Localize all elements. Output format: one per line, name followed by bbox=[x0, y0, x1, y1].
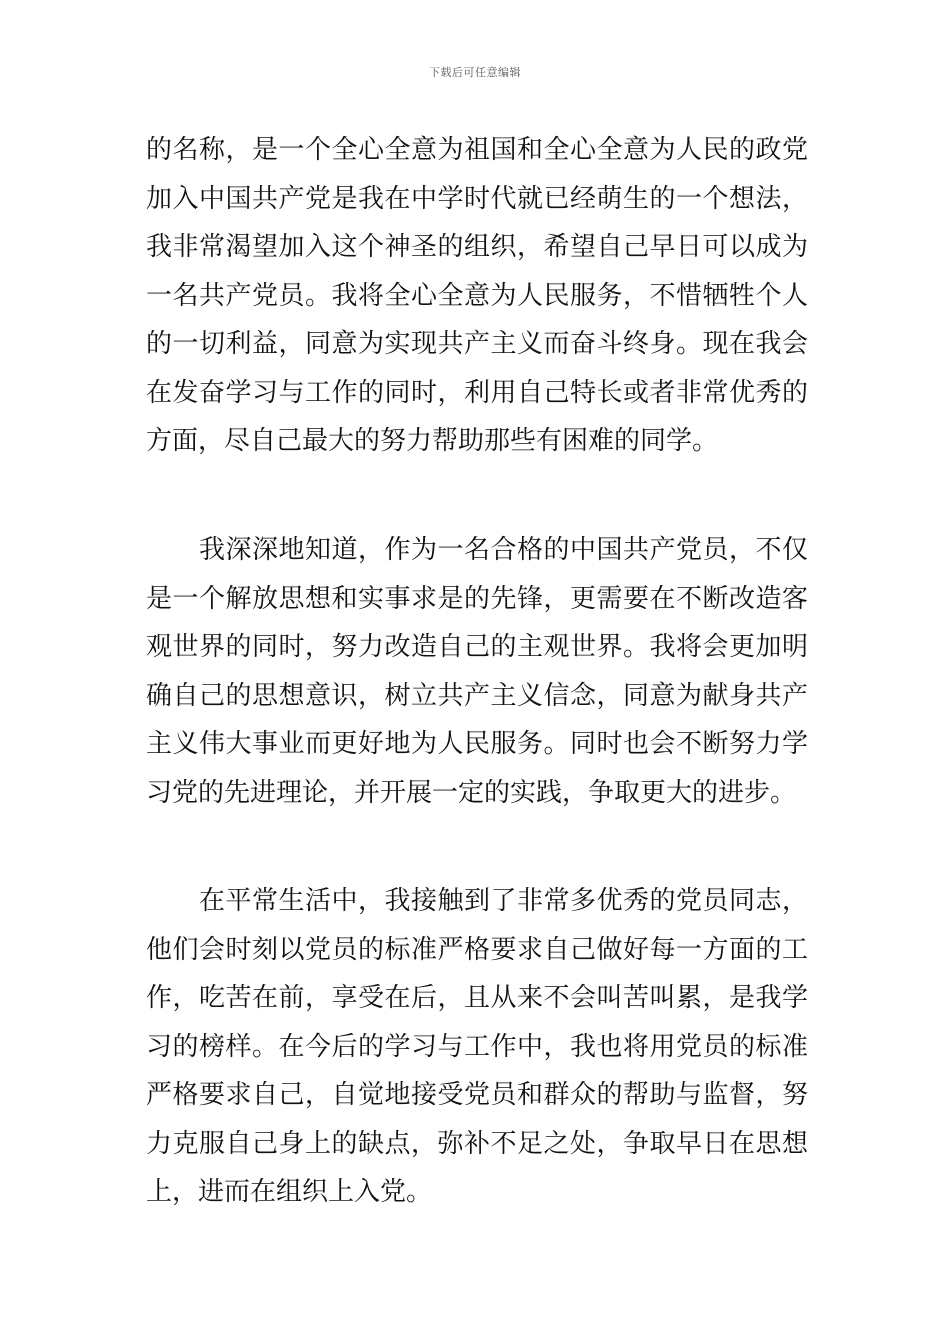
paragraph-3 bbox=[146, 877, 808, 1217]
paragraph-line: 确自己的思想意识，树立共产主义信念，同意为献身共产 bbox=[146, 680, 808, 711]
paragraph-line: 我非常渴望加入这个神圣的组织，希望自己早日可以成为 bbox=[146, 232, 808, 262]
paragraph-line: 我深深地知道，作为一名合格的中国共产党员，不仅 bbox=[146, 535, 808, 565]
paragraph-line: 在发奋学习与工作的同时，利用自己特长或者非常优秀的 bbox=[146, 377, 808, 408]
header-note: 下载后可任意编辑 bbox=[429, 66, 521, 79]
paragraph-line: 他们会时刻以党员的标准严格要求自己做好每一方面的工 bbox=[146, 934, 808, 965]
paragraph-line: 的名称，是一个全心全意为祖国和全心全意为人民的政党 bbox=[146, 135, 808, 165]
paragraph-line: 是一个解放思想和实事求是的先锋，更需要在不断改造客 bbox=[146, 583, 808, 614]
paragraph-line: 方面，尽自己最大的努力帮助那些有困难的同学。 bbox=[146, 426, 719, 456]
paragraph-line: 一名共产党员。我将全心全意为人民服务，不惜牺牲个人 bbox=[146, 280, 808, 311]
paragraph-line: 习党的先进理论，并开展一定的实践，争取更大的进步。 bbox=[146, 777, 797, 808]
paragraph-line: 上，进而在组织上入党。 bbox=[146, 1177, 433, 1207]
paragraph-line: 加入中国共产党是我在中学时代就已经萌生的一个想法， bbox=[146, 183, 808, 214]
paragraph-line: 主义伟大事业而更好地为人民服务。同时也会不断努力学 bbox=[146, 729, 808, 759]
paragraph-2 bbox=[146, 526, 808, 817]
paragraph-line: 作，吃苦在前，享受在后，且从来不会叫苦叫累，是我学 bbox=[146, 983, 808, 1013]
paragraph-line: 的一切利益，同意为实现共产主义而奋斗终身。现在我会 bbox=[146, 329, 808, 359]
paragraph-line: 习的榜样。在今后的学习与工作中，我也将用党员的标准 bbox=[146, 1031, 808, 1062]
paragraph-1 bbox=[146, 126, 808, 466]
paragraph-line: 在平常生活中，我接触到了非常多优秀的党员同志， bbox=[146, 886, 808, 916]
paragraph-line: 严格要求自己，自觉地接受党员和群众的帮助与监督，努 bbox=[146, 1080, 808, 1110]
paragraph-line: 力克服自己身上的缺点，弥补不足之处，争取早日在思想 bbox=[146, 1128, 808, 1159]
paragraph-line: 观世界的同时，努力改造自己的主观世界。我将会更加明 bbox=[146, 632, 808, 662]
